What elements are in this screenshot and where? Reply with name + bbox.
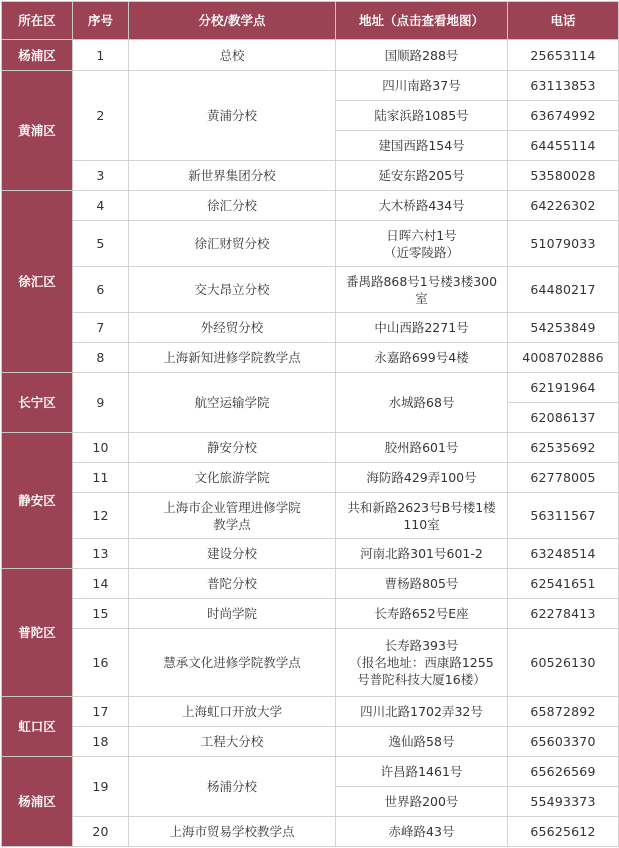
branch-name[interactable]: 文化旅游学院 [129,463,336,493]
table-row [2,71,619,101]
row-number: 11 [73,463,129,493]
row-number: 17 [73,697,129,727]
table-row [2,539,619,569]
address-link[interactable] [336,267,508,313]
address-link[interactable]: 延安东路205号 [336,161,508,191]
district-cell: 黄浦区 [2,71,73,191]
phone-number: 56311567 [508,493,619,539]
row-number: 8 [73,343,129,373]
branch-name[interactable]: 外经贸分校 [129,313,336,343]
table-row [2,267,619,313]
header-row [2,2,619,40]
address-line: 番禺路868号1号楼3楼300 [345,273,498,289]
address-link[interactable]: 许昌路1461号 [336,757,508,787]
row-number: 3 [73,161,129,191]
phone-number: 64480217 [508,267,619,313]
phone-number: 63113853 [508,71,619,101]
phone-number: 62541651 [508,569,619,599]
table-row [2,463,619,493]
branch-name[interactable] [129,493,336,539]
header-district: 所在区 [2,2,73,40]
address-line: 共和新路2623号B号楼1楼 [347,499,496,515]
branch-name[interactable]: 上海市贸易学校教学点 [129,817,336,847]
address-line: 110室 [403,516,440,532]
branch-name[interactable]: 总校 [129,40,336,71]
table-row [2,697,619,727]
table-row [2,727,619,757]
address-line: 日晖六村1号 [386,227,457,243]
phone-number: 62778005 [508,463,619,493]
address-link[interactable]: 胶州路601号 [336,433,508,463]
address-link[interactable]: 海防路429弄100号 [336,463,508,493]
row-number: 14 [73,569,129,599]
table-row [2,373,619,403]
address-link[interactable]: 四川南路37号 [336,71,508,101]
district-cell: 虹口区 [2,697,73,757]
address-link[interactable] [336,221,508,267]
row-number: 16 [73,629,129,697]
row-number: 13 [73,539,129,569]
header-branch: 分校/教学点 [129,2,336,40]
table-row [2,757,619,787]
address-line: 号普陀科技大厦16楼） [357,672,486,687]
district-cell: 徐汇区 [2,191,73,373]
row-number: 4 [73,191,129,221]
address-line: 室 [415,290,428,306]
district-cell: 普陀区 [2,569,73,697]
header-address: 地址（点击查看地图） [336,2,508,40]
table-row [2,191,619,221]
phone-number: 4008702886 [508,343,619,373]
row-number: 2 [73,71,129,161]
phone-number: 64455114 [508,131,619,161]
phone-number: 60526130 [508,629,619,697]
table-row [2,433,619,463]
branch-name[interactable]: 工程大分校 [129,727,336,757]
address-link[interactable]: 大木桥路434号 [336,191,508,221]
branch-name[interactable]: 建设分校 [129,539,336,569]
address-line: （报名地址：西康路1255 [349,655,494,670]
branch-line: 教学点 [213,516,251,532]
address-link[interactable] [336,493,508,539]
row-number: 15 [73,599,129,629]
address-link[interactable]: 国顺路288号 [336,40,508,71]
district-cell: 杨浦区 [2,757,73,847]
address-link[interactable]: 赤峰路43号 [336,817,508,847]
address-link[interactable]: 河南北路301号601-2 [336,539,508,569]
address-link[interactable]: 中山西路2271号 [336,313,508,343]
table-row [2,599,619,629]
branch-name[interactable]: 静安分校 [129,433,336,463]
row-number: 12 [73,493,129,539]
branch-name[interactable]: 上海新知进修学院教学点 [129,343,336,373]
phone-number: 65872892 [508,697,619,727]
table-row [2,629,619,697]
table-row [2,40,619,71]
table-row [2,493,619,539]
phone-number: 51079033 [508,221,619,267]
row-number: 6 [73,267,129,313]
branch-name[interactable]: 徐汇分校 [129,191,336,221]
phone-number: 62278413 [508,599,619,629]
address-link[interactable]: 逸仙路58号 [336,727,508,757]
table-row [2,569,619,599]
row-number: 20 [73,817,129,847]
row-number: 5 [73,221,129,267]
branch-name[interactable]: 黄浦分校 [129,71,336,161]
phone-number: 25653114 [508,40,619,71]
branch-directory-table [1,1,619,847]
phone-number: 54253849 [508,313,619,343]
row-number: 9 [73,373,129,433]
branch-name[interactable]: 普陀分校 [129,569,336,599]
phone-number: 62535692 [508,433,619,463]
district-cell: 长宁区 [2,373,73,433]
branch-name[interactable]: 上海虹口开放大学 [129,697,336,727]
phone-number: 62191964 [508,373,619,403]
phone-number: 53580028 [508,161,619,191]
branch-name[interactable]: 时尚学院 [129,599,336,629]
phone-number: 63248514 [508,539,619,569]
branch-line: 上海市企业管理进修学院 [163,499,301,515]
district-cell: 静安区 [2,433,73,569]
row-number: 10 [73,433,129,463]
branch-name[interactable]: 交大昂立分校 [129,267,336,313]
phone-number: 64226302 [508,191,619,221]
address-link[interactable]: 水城路68号 [336,373,508,433]
branch-name[interactable]: 徐汇财贸分校 [129,221,336,267]
address-link[interactable]: 世界路200号 [336,787,508,817]
address-link[interactable] [336,629,508,697]
header-no: 序号 [73,2,129,40]
table-row [2,221,619,267]
table-row [2,343,619,373]
table-row [2,817,619,847]
phone-number: 65626569 [508,757,619,787]
branch-name[interactable]: 航空运输学院 [129,373,336,433]
branch-name[interactable]: 慧承文化进修学院教学点 [129,629,336,697]
phone-number: 55493373 [508,787,619,817]
district-cell: 杨浦区 [2,40,73,71]
branch-name[interactable]: 杨浦分校 [129,757,336,817]
address-link[interactable]: 曹杨路805号 [336,569,508,599]
phone-number: 62086137 [508,403,619,433]
row-number: 18 [73,727,129,757]
table-row [2,161,619,191]
phone-number: 63674992 [508,101,619,131]
phone-number: 65603370 [508,727,619,757]
row-number: 7 [73,313,129,343]
address-line: 长寿路393号 [384,638,459,653]
address-link[interactable]: 建国西路154号 [336,131,508,161]
table-row [2,313,619,343]
address-line: （近零陵路） [383,244,459,260]
row-number: 1 [73,40,129,71]
row-number: 19 [73,757,129,817]
address-link[interactable]: 四川北路1702弄32号 [336,697,508,727]
address-link[interactable]: 永嘉路699号4楼 [336,343,508,373]
address-link[interactable]: 陆家浜路1085号 [336,101,508,131]
phone-number: 65625612 [508,817,619,847]
branch-name[interactable]: 新世界集团分校 [129,161,336,191]
address-link[interactable]: 长寿路652号E座 [336,599,508,629]
header-phone: 电话 [508,2,619,40]
